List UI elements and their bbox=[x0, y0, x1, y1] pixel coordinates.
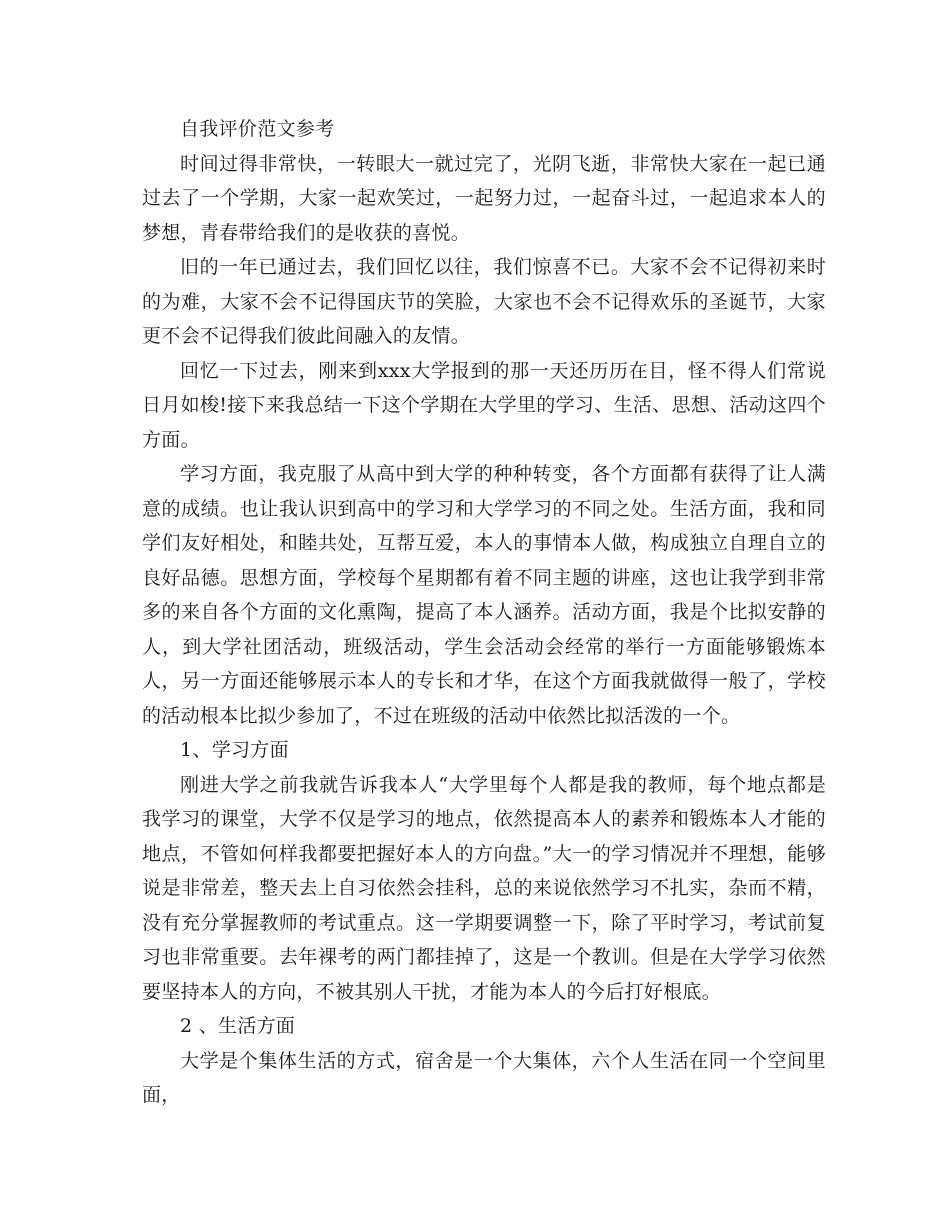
paragraph: 时间过得非常快，一转眼大一就过完了，光阴飞逝，非常快大家在一起已通过去了一个学期，大家一起欢笑过，一起努力过，一起奋斗过，一起追求本人的梦想，青春带给我们的是收获的喜悦。 bbox=[142, 152, 826, 244]
paragraph: 刚进大学之前我就告诉我本人“大学里每个人都是我的教师，每个地点都是我学习的课堂，大学不仅是学习的地点，依然提高本人的素养和锻炼本人才能的地点，不管如何样我都要把握好本人的方向盘。”大一的学习情况并不理想，能够说是非常差，整天去上自习依然会挂科，总的来说依然学习不扎实，杂而不精，没有充分掌握教师的考试重点。这一学期要调整一下，除了平时学习，考试前复习也非常重要。去年裸考的两门都挂掉了，这是一个教训。但是在大学学习依然要坚持本人的方向，不被其别人干扰，才能为本人的今后打好根底。 bbox=[142, 773, 826, 1003]
paragraph: 学习方面，我克服了从高中到大学的种种转变，各个方面都有获得了让人满意的成绩。也让我认识到高中的学习和大学学习的不同之处。生活方面，我和同学们友好相处，和睦共处，互帮互爱，本人的事情本人做，构成独立自理自立的良好品德。思想方面，学校每个星期都有着不同主题的讲座，这也让我学到非常多的来自各个方面的文化熏陶，提高了本人涵养。活动方面，我是个比拟安静的人，到大学社团活动，班级活动，学生会活动会经常的举行一方面能够锻炼本人，另一方面还能够展示本人的专长和才华，在这个方面我就做得一般了，学校的活动根本比拟少参加了，不过在班级的活动中依然比拟活泼的一个。 bbox=[142, 463, 826, 727]
section-heading: 2 、生活方面 bbox=[180, 1015, 296, 1037]
document-title: 自我评价范文参考 bbox=[180, 118, 335, 140]
paragraph: 大学是个集体生活的方式，宿舍是一个大集体，六个人生活在同一个空间里面， bbox=[142, 1049, 826, 1106]
paragraph: 旧的一年已通过去，我们回忆以往，我们惊喜不已。大家不会不记得初来时的为难，大家不会不记得国庆节的笑脸，大家也不会不记得欢乐的圣诞节，大家更不会不记得我们彼此间融入的友情。 bbox=[142, 256, 826, 347]
paragraph: 回忆一下过去，刚来到xxx大学报到的那一天还历历在目，怪不得人们常说日月如梭!接下来我总结一下这个学期在大学里的学习、生活、思想、活动这四个方面。 bbox=[142, 359, 826, 451]
section-heading: 1、学习方面 bbox=[180, 739, 289, 761]
document-body bbox=[142, 112, 826, 1113]
